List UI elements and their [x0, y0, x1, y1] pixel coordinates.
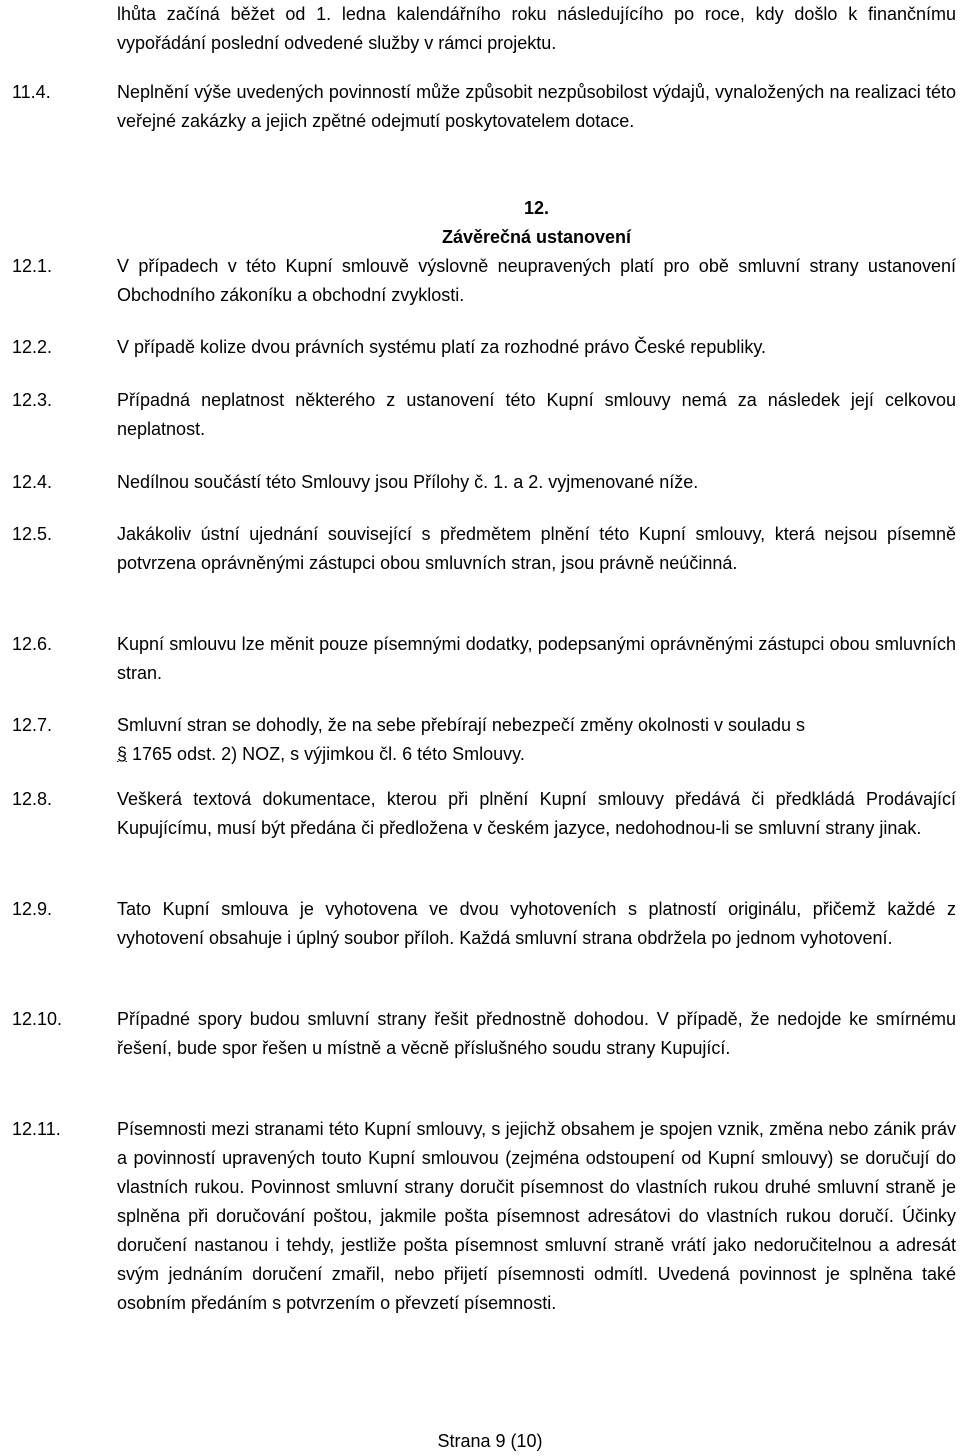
clause-text: [117, 711, 956, 769]
clause-12-8: [12, 785, 956, 843]
clause-number: 12.9.: [12, 899, 53, 919]
clause-text: V případech v této Kupní smlouvě výslovně neupravených platí pro obě smluvní strany ustanovení Obchodního zákoníku a obchodní zvyklosti.: [117, 256, 956, 305]
clause-number: 12.6.: [12, 634, 53, 654]
clause-number: 12.7.: [12, 715, 53, 735]
clause-12-6: [12, 630, 956, 688]
intro-paragraph: lhůta začíná běžet od 1. ledna kalendářního roku následujícího po roce, kdy došlo k finančnímu vypořádání poslední odvedené služby v rámci projektu.: [117, 4, 956, 53]
clause-12-10: [12, 1005, 956, 1063]
clause-text-part: Smluvní stran se dohodly, že na sebe přebírají nebezpečí změny okolnosti v souladu s: [117, 715, 806, 735]
clause-text: Případné spory budou smluvní strany řešit přednostně dohodou. V případě, že nedojde ke smírnému řešení, bude spor řešen u místně a věcně příslušného soudu strany Kupující.: [117, 1009, 956, 1058]
clause-text: Tato Kupní smlouva je vyhotovena ve dvou vyhotoveních s platností originálu, přičemž každé z vyhotovení obsahuje i úplný soubor příloh. Každá smluvní strana obdržela po jednom vyhotovení.: [117, 899, 956, 948]
clause-12-9: [12, 895, 956, 953]
section-title: Závěrečná ustanovení: [441, 227, 632, 247]
clause-number: 12.8.: [12, 789, 53, 809]
clause-text: Veškerá textová dokumentace, kterou při plnění Kupní smlouvy předává či předkládá Prodávající Kupujícímu, musí být předána či předložena v českém jazyce, nedohodnou-li se smluvní strany jinak.: [117, 789, 956, 838]
clause-12-1: [12, 252, 956, 310]
clause-text: Písemnosti mezi stranami této Kupní smlouvy, s jejichž obsahem je spojen vznik, změna nebo zánik práv a povinností upravených touto Kupní smlouvou (zejména odstoupení od Kupní smlouvy) se doručují do vlastních rukou. Povinnost smluvní strany doručit písemnost do vlastních rukou druhé smluvní straně je splněna při doručování poštou, jakmile pošta písemnost adresátovi do vlastních rukou doručí. Účinky doručení nastanou i tehdy, jestliže pošta písemnost smluvní straně vrátí jako nedoručitelnou a adresát svým jednáním doručení zmařil, nebo přijetí písemnosti odmítl. Uvedená povinnost je splněna také osobním předáním s potvrzením o převzetí písemnosti.: [117, 1119, 956, 1313]
clause-12-5: [12, 520, 956, 578]
clause-text: Jakákoliv ústní ujednání související s předmětem plnění této Kupní smlouvy, která nejsou písemně potvrzena oprávněnými zástupci obou smluvních stran, jsou právně neúčinná.: [117, 524, 956, 573]
clause-number: 11.4.: [12, 82, 51, 102]
page-number: Strana 9 (10): [437, 1431, 543, 1451]
clause-text: Kupní smlouvu lze měnit pouze písemnými dodatky, podepsanými oprávněnými zástupci obou smluvních stran.: [117, 634, 956, 683]
clause-11-4: [12, 78, 956, 136]
clause-12-7: [12, 711, 956, 769]
clause-12-4: [12, 468, 956, 497]
section-number: 12.: [523, 198, 550, 218]
section-sign: §: [117, 744, 128, 764]
clause-number: 12.2.: [12, 337, 53, 357]
clause-number: 12.4.: [12, 472, 53, 492]
clause-text: V případě kolize dvou právních systému platí za rozhodné právo České republiky.: [117, 337, 767, 357]
clause-number: 12.1.: [12, 256, 53, 276]
clause-text-part: 1765 odst. 2) NOZ, s výjimkou čl. 6 této Smlouvy.: [127, 744, 525, 764]
clause-text: Nedílnou součástí této Smlouvy jsou Přílohy č. 1. a 2. vyjmenované níže.: [117, 472, 699, 492]
clause-12-3: [12, 386, 956, 444]
clause-number: 12.11.: [12, 1119, 61, 1139]
clause-number: 12.5.: [12, 524, 53, 544]
clause-text: Případná neplatnost některého z ustanovení této Kupní smlouvy nemá za následek její celkovou neplatnost.: [117, 390, 956, 439]
clause-12-2: [12, 333, 956, 362]
clause-number: 12.10.: [12, 1009, 63, 1029]
clause-12-11: [12, 1115, 956, 1318]
clause-number: 12.3.: [12, 390, 53, 410]
clause-text: Neplnění výše uvedených povinností může způsobit nezpůsobilost výdajů, vynaložených na realizaci této veřejné zakázky a jejich zpětné odejmutí poskytovatelem dotace.: [117, 82, 956, 131]
